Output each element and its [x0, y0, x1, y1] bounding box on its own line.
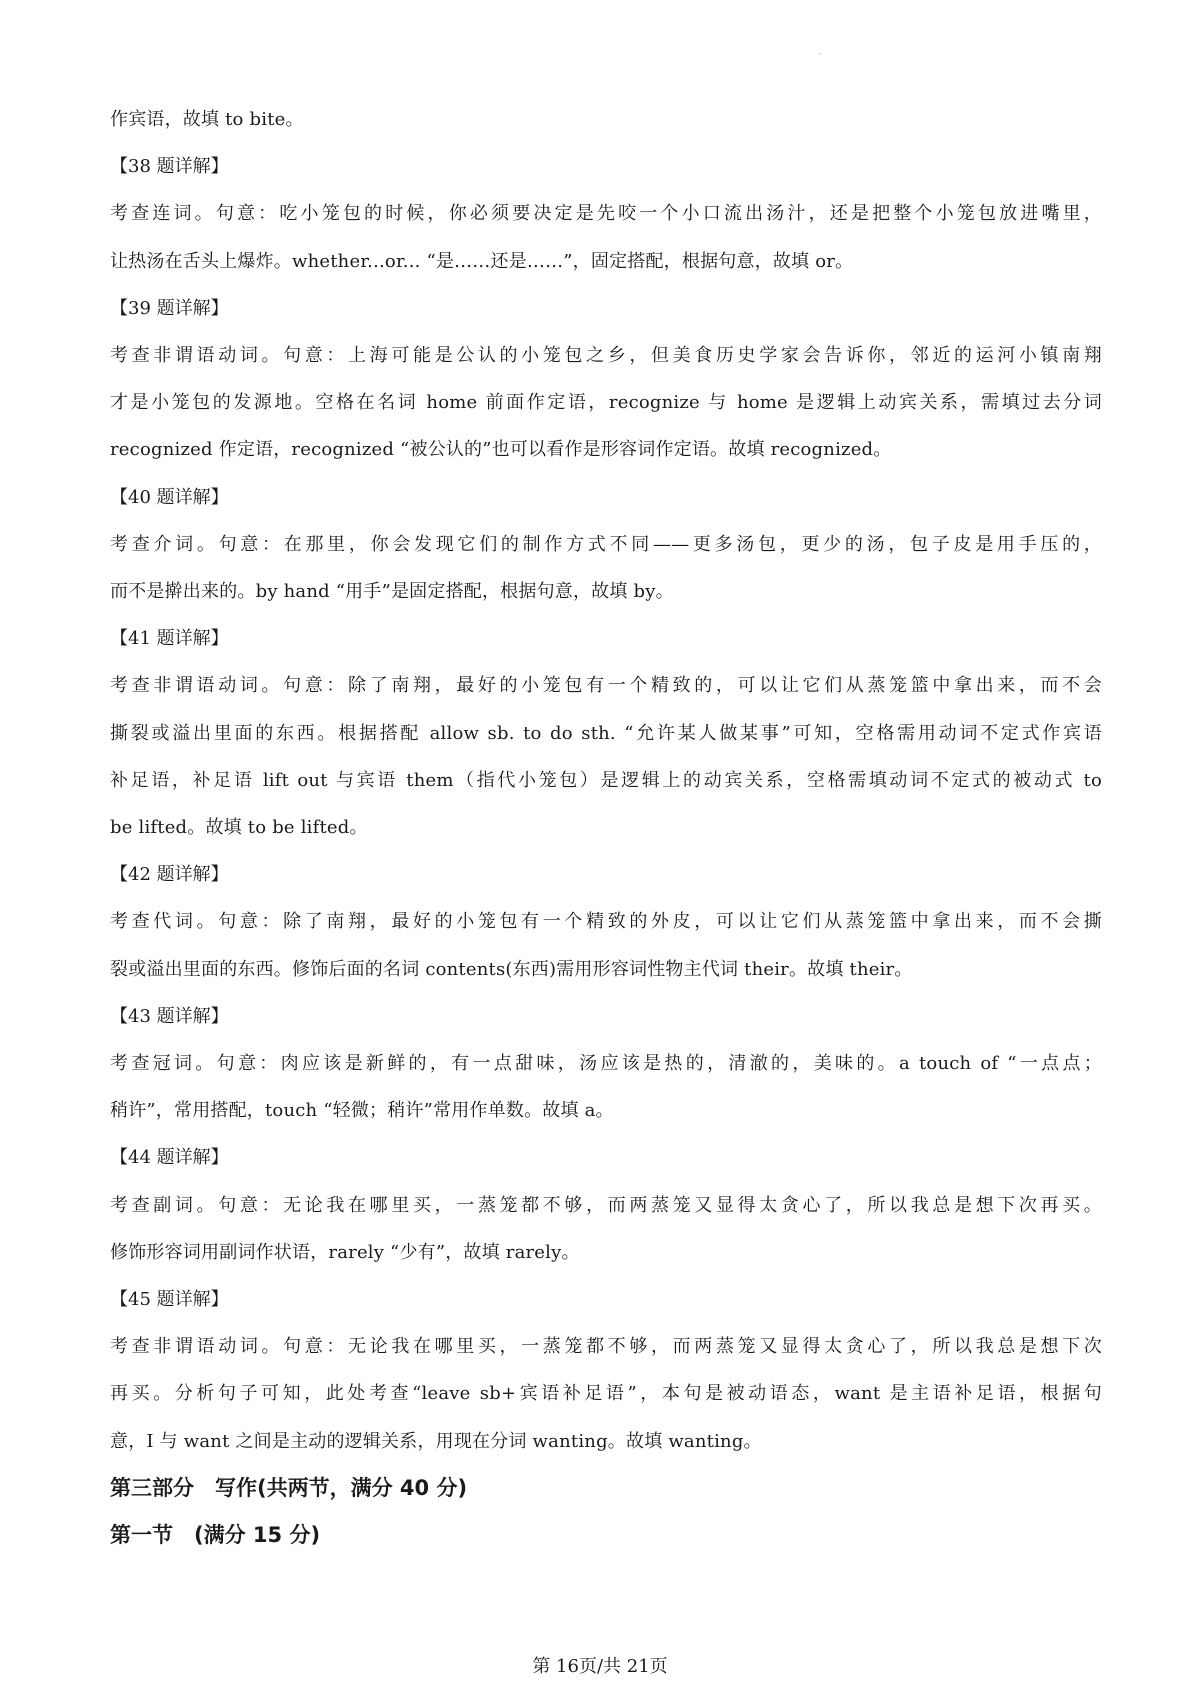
explanation-line: 考查介词。句意：在那里，你会发现它们的制作方式不同——更多汤包，更少的汤，包子皮是用手压的，: [110, 533, 1102, 555]
part3-title: 第三部分 写作(共两节，满分 40 分): [110, 1475, 468, 1500]
explanation-list: [110, 143, 1102, 1465]
explanation-heading: 【44 题详解】: [110, 1147, 229, 1169]
explanation-block: [110, 993, 1102, 1135]
explanation-block: [110, 285, 1102, 474]
explanation-line: 考查非谓语动词。句意：上海可能是公认的小笼包之乡，但美食历史学家会告诉你，邻近的运河小镇南翔: [110, 345, 1102, 367]
explanation-line: 考查副词。句意：无论我在哪里买，一蒸笼都不够，而两蒸笼又显得太贪心了，所以我总是想下次再买。: [110, 1194, 1102, 1216]
explanation-block: [110, 143, 1102, 285]
explanation-heading: 【45 题详解】: [110, 1289, 229, 1311]
explanation-line: 补足语，补足语 lift out 与宾语 them（指代小笼包）是逻辑上的动宾关系，空格需填动词不定式的被动式 to: [110, 769, 1102, 791]
section1-title: 第一节 (满分 15 分): [110, 1522, 321, 1547]
explanation-heading: 【38 题详解】: [110, 156, 229, 178]
explanation-line: 而不是擀出来的。by hand “用手”是固定搭配，根据句意，故填 by。: [110, 581, 674, 603]
explanation-heading: 【40 题详解】: [110, 486, 229, 508]
explanation-line: 修饰形容词用副词作状语，rarely “少有”，故填 rarely。: [110, 1241, 580, 1263]
explanation-heading: 【41 题详解】: [110, 628, 229, 650]
explanation-line: 稍许”，常用搭配，touch “轻微；稍许”常用作单数。故填 a。: [110, 1100, 614, 1122]
explanation-line: 撕裂或溢出里面的东西。根据搭配 allow sb. to do sth. “允许某人做某事”可知，空格需用动词不定式作宾语: [110, 722, 1102, 744]
explanation-line: 考查代词。句意：除了南翔，最好的小笼包有一个精致的外皮，可以让它们从蒸笼篮中拿出来，而不会撕: [110, 911, 1102, 933]
explanation-block: [110, 615, 1102, 851]
intro-tail-text: 作宾语，故填 to bite。: [110, 109, 304, 130]
explanation-line: 考查非谓语动词。句意：无论我在哪里买，一蒸笼都不够，而两蒸笼又显得太贪心了，所以我总是想下次: [110, 1336, 1102, 1358]
page-content: [110, 96, 1102, 1559]
explanation-heading: 【42 题详解】: [110, 864, 229, 886]
explanation-line: 才是小笼包的发源地。空格在名词 home 前面作定语，recognize 与 home 是逻辑上动宾关系，需填过去分词: [110, 392, 1102, 414]
explanation-line: 裂或溢出里面的东西。修饰后面的名词 contents(东西)需用形容词性物主代词 their。故填 their。: [110, 958, 913, 980]
explanation-block: [110, 1134, 1102, 1276]
explanation-line: 考查冠词。句意：肉应该是新鲜的，有一点甜味，汤应该是热的，清澈的，美味的。a touch of “一点点；: [110, 1053, 1102, 1075]
explanation-line: recognized 作定语，recognized “被公认的”也可以看作是形容词作定语。故填 recognized。: [110, 439, 892, 461]
explanation-line: 让热汤在舌头上爆炸。whether...or... “是……还是……”，固定搭配，根据句意，故填 or。: [110, 250, 854, 272]
explanation-line: be lifted。故填 to be lifted。: [110, 817, 368, 839]
explanation-heading: 【43 题详解】: [110, 1005, 229, 1027]
explanation-block: [110, 851, 1102, 993]
explanation-line: 考查连词。句意：吃小笼包的时候，你必须要决定是先咬一个小口流出汤汁，还是把整个小笼包放进嘴里，: [110, 203, 1102, 225]
explanation-line: 考查非谓语动词。句意：除了南翔，最好的小笼包有一个精致的，可以让它们从蒸笼篮中拿出来，而不会: [110, 675, 1102, 697]
explanation-line: 再买。分析句子可知，此处考查“leave sb+宾语补足语”，本句是被动语态，want 是主语补足语，根据句: [110, 1383, 1102, 1405]
explanation-heading: 【39 题详解】: [110, 297, 229, 319]
top-mark: ·: [819, 50, 822, 59]
explanation-block: [110, 474, 1102, 616]
explanation-block: [110, 1276, 1102, 1465]
page-footer: 第 16页/共 21页: [532, 1656, 668, 1677]
explanation-line: 意，I 与 want 之间是主动的逻辑关系，用现在分词 wanting。故填 wanting。: [110, 1430, 762, 1452]
